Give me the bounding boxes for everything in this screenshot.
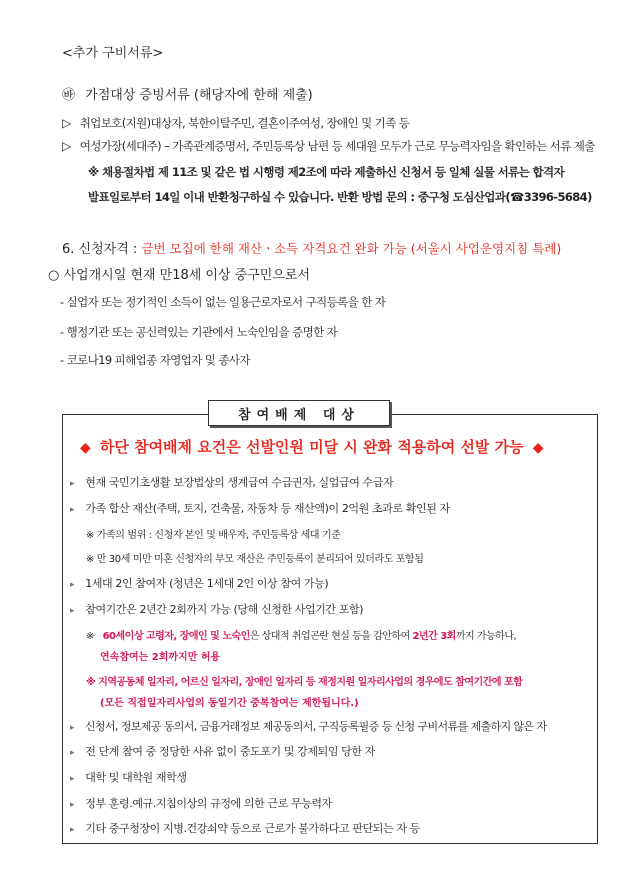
exclusion-item xyxy=(70,601,363,617)
exclusion-subnote: ※ 만 30세 미만 미혼 신청자의 부모 재산은 주민등록이 분리되어 있더라도 포함됨 xyxy=(86,554,424,565)
exclusion-item xyxy=(70,474,393,490)
exclusion-title: 참여배제 대상 xyxy=(208,400,390,426)
senior-note-highlight: 60세이상 고령자, 장애인 및 노숙인 xyxy=(102,631,250,642)
return-note-line2: 발표일로부터 14일 이내 반환청구하실 수 있습니다. 반환 방법 문의 : 중구청 도심산업과(☎3396-5684) xyxy=(88,190,592,204)
exclusion-item-text: 참여기간은 2년간 2회까지 가능 (당해 신청한 사업기간 포함) xyxy=(85,603,364,616)
exclusion-item-text: 대학 및 대학원 재학생 xyxy=(85,771,187,784)
senior-note-highlight: 2년간 3회 xyxy=(412,631,456,642)
exclusion-item xyxy=(70,769,187,785)
exclusion-item xyxy=(70,575,328,591)
diamond-icon: ◆ xyxy=(532,440,544,456)
exclusion-item xyxy=(70,500,450,516)
exclusion-item-text: 정부 훈령.예규.지침이상의 규정에 의한 근로 무능력자 xyxy=(85,797,332,810)
exclusion-headline: 하단 참여배제 요건은 선발인원 미달 시 완화 적용하여 선발 가능 xyxy=(99,438,524,456)
exclusion-item-text: 현재 국민기초생활 보장법상의 생계급여 수급권자, 실업급여 수급자 xyxy=(85,476,394,489)
exclusion-item-text: 가족 합산 재산(주택, 토지, 건축물, 자동차 등 재산액)이 2억원 초과로 확인된 자 xyxy=(85,502,450,515)
exclusion-subnote: ※ 가족의 범위 : 신청자 본인 및 배우자, 주민등록상 세대 기준 xyxy=(86,530,341,541)
exclusion-item-text: 1세대 2인 참여자 (청년은 1세대 2인 이상 참여 가능) xyxy=(85,577,329,590)
senior-note-text: 은 상대적 취업곤란 현실 등을 감안하여 xyxy=(249,631,410,642)
senior-note-line1 xyxy=(86,627,516,642)
exclusion-item xyxy=(70,718,546,734)
bullet-icon: ▸ xyxy=(70,606,75,616)
senior-note-text: 까지 가능하나, xyxy=(455,631,517,642)
extra-docs-title-row xyxy=(62,84,313,103)
bullet-icon: ▸ xyxy=(70,748,75,758)
exclusion-headline-row xyxy=(80,436,544,457)
exclusion-item xyxy=(70,820,420,836)
bullet-icon: ▸ xyxy=(70,505,75,515)
bullet-icon: ▸ xyxy=(70,800,75,810)
qualification-row xyxy=(62,238,561,257)
circled-marker-icon: ㉳ xyxy=(62,88,76,103)
extra-docs-item xyxy=(62,138,595,154)
qualification-sub: - 행정기관 또는 공신력있는 기관에서 노숙인임을 증명한 자 xyxy=(60,325,338,339)
qualification-label: 6. 신청자격 : xyxy=(62,242,138,257)
exclusion-item-text: 기타 중구청장이 지병.건강쇠약 등으로 근로가 불가하다고 판단되는 자 등 xyxy=(85,822,420,835)
extra-docs-heading: <추가 구비서류> xyxy=(62,46,164,61)
triangle-bullet-icon: ▷ xyxy=(62,139,71,153)
extra-docs-item-text: 여성가장(세대주) – 가족관계증명서, 주민등록상 남편 등 세대원 모두가 근로 무능력자임을 확인하는 서류 제출 xyxy=(79,139,595,153)
bullet-icon: ▸ xyxy=(70,479,75,489)
overlap-note-line2: (모든 직접일자리사업의 동일기간 중복참여는 제한됩니다.) xyxy=(100,698,359,709)
exclusion-item-text: 전 단계 참여 중 정당한 사유 없이 중도포기 및 강제퇴임 당한 자 xyxy=(85,745,375,758)
exclusion-item-text: 신청서, 정보제공 동의서, 금융거래정보 제공동의서, 구직등록필증 등 신청 구비서류를 제출하지 않은 자 xyxy=(84,720,547,733)
diamond-icon: ◆ xyxy=(80,440,91,456)
note-marker: ※ xyxy=(86,631,94,642)
bullet-icon: ▸ xyxy=(70,825,75,835)
triangle-bullet-icon: ▷ xyxy=(62,116,71,130)
extra-docs-item xyxy=(62,115,409,131)
bullet-icon: ▸ xyxy=(70,774,75,784)
senior-note-line2: 연속참여는 2회까지만 허용 xyxy=(100,652,221,663)
bullet-icon: ▸ xyxy=(70,723,74,733)
qualification-highlight: 금번 모집에 한해 재산ㆍ소득 자격요건 완화 가능 (서울시 사업운영지침 특례) xyxy=(141,241,562,256)
qualification-main: ○ 사업개시일 현재 만18세 이상 중구민으로서 xyxy=(48,268,311,283)
exclusion-item xyxy=(70,795,332,811)
extra-docs-title: 가점대상 증빙서류 (해당자에 한해 제출) xyxy=(85,88,313,103)
exclusion-item xyxy=(70,743,375,759)
extra-docs-item-text: 취업보호(지원)대상자, 북한이탈주민, 결혼이주여성, 장애인 및 기족 등 xyxy=(79,116,410,130)
overlap-note-line1: ※ 지역공동체 일자리, 어르신 일자리, 장애인 일자리 등 재정지원 일자리사업의 경우에도 참여기간에 포함 xyxy=(86,677,523,688)
qualification-sub: - 실업자 또는 정기적인 소득이 없는 일용근로자로서 구직등록을 한 자 xyxy=(60,295,386,309)
bullet-icon: ▸ xyxy=(70,580,75,590)
qualification-sub: - 코로나19 피해업종 자영업자 및 종사자 xyxy=(60,353,250,367)
return-note-line1: ※ 채용절차법 제 11조 및 같은 법 시행령 제2조에 따라 제출하신 신청서 등 일체 실물 서류는 합격자 xyxy=(88,165,565,179)
